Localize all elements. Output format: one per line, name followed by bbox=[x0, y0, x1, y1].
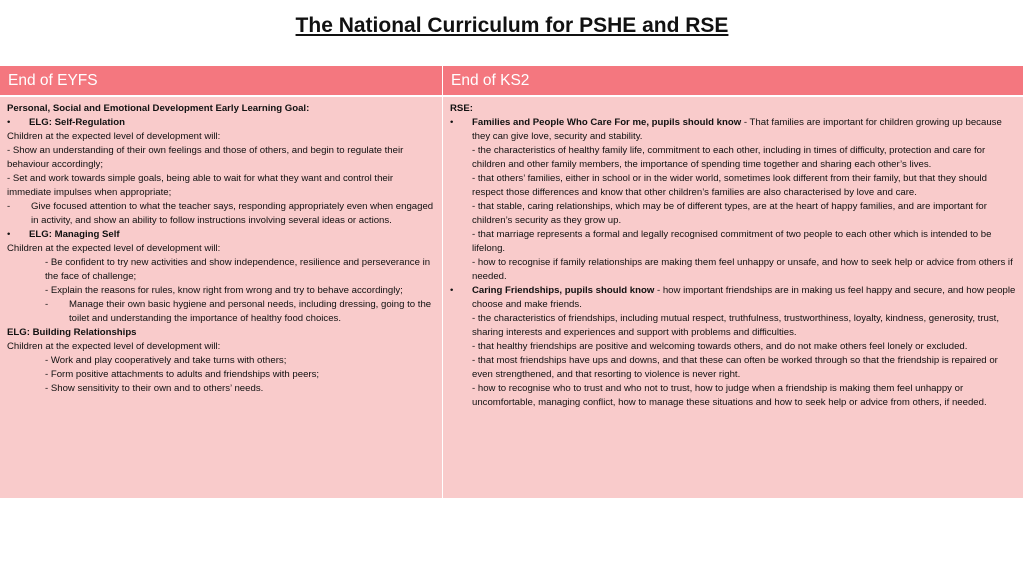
curriculum-table bbox=[0, 66, 1024, 498]
friendships-point: - that most friendships have ups and downs, and that these can often be worked through so that the friendship is repaired or even strengthened, and that resorting to violence is never right. bbox=[472, 355, 998, 380]
friendships-heading: Caring Friendships, pupils should know bbox=[472, 285, 655, 296]
building-relationships-intro: Children at the expected level of development will: bbox=[7, 341, 221, 352]
families-point: - the characteristics of healthy family life, commitment to each other, including in times of difficulty, protection and care for children and other family members, the importance of spending time together and sharing each other’s lives. bbox=[472, 145, 986, 170]
ks2-content-cell bbox=[443, 97, 1024, 498]
families-point: - that marriage represents a formal and legally recognised commitment of two people to each other which is intended to be lifelong. bbox=[472, 229, 992, 254]
managing-self-heading-row bbox=[7, 228, 436, 242]
page-title: The National Curriculum for PSHE and RSE bbox=[295, 14, 729, 37]
self-regulation-item-row bbox=[7, 200, 436, 228]
ks2-column-header: End of KS2 bbox=[443, 66, 1024, 97]
dash-marker: - bbox=[7, 201, 11, 212]
bullet-icon: • bbox=[450, 117, 454, 128]
self-regulation-item: Give focused attention to what the teacher says, responding appropriately even when engaged in activity, and show an ability to follow instructions involving several ideas or actions. bbox=[31, 201, 434, 226]
self-regulation-heading-row bbox=[7, 116, 436, 130]
self-regulation-intro: Children at the expected level of development will: bbox=[7, 131, 221, 142]
goal-heading: Personal, Social and Emotional Development Early Learning Goal: bbox=[7, 103, 310, 114]
friendships-section bbox=[450, 284, 1017, 410]
friendships-point: - that healthy friendships are positive and welcoming towards others, and do not make others feel lonely or excluded. bbox=[472, 341, 968, 352]
eyfs-content-cell bbox=[0, 97, 443, 498]
bullet-icon: • bbox=[450, 285, 454, 296]
rse-label: RSE: bbox=[450, 103, 473, 114]
managing-self-intro: Children at the expected level of development will: bbox=[7, 243, 221, 254]
families-point: - how to recognise if family relationships are making them feel unhappy or unsafe, and how to seek help or advice from others if needed. bbox=[472, 257, 1013, 282]
self-regulation-item: - Show an understanding of their own feelings and those of others, and begin to regulate their behaviour accordingly; bbox=[7, 145, 404, 170]
managing-self-item: - Be confident to try new activities and show independence, resilience and perseverance in the face of challenge; bbox=[45, 257, 431, 282]
friendships-point: - how to recognise who to trust and who not to trust, how to judge when a friendship is making them feel unhappy or uncomfortable, managing conflict, how to manage these situations and how to seek help or advice from others, if needed. bbox=[472, 383, 987, 408]
dash-marker: - bbox=[45, 299, 49, 310]
managing-self-item-row bbox=[7, 298, 436, 326]
self-regulation-heading: ELG: Self-Regulation bbox=[29, 117, 125, 128]
families-point: - that stable, caring relationships, which may be of different types, are at the heart of happy families, and are important for children’s security as they grow up. bbox=[472, 201, 987, 226]
bullet-icon: • bbox=[7, 117, 11, 128]
families-lead: - That families are important for children growing up because they can give love, security and stability. bbox=[472, 117, 1002, 142]
families-heading: Families and People Who Care For me, pupils should know bbox=[472, 117, 742, 128]
families-point: - that others’ families, either in school or in the wider world, sometimes look different from their family, but that they should respect those differences and know that other children’s families are also characterised by love and care. bbox=[472, 173, 987, 198]
bullet-icon: • bbox=[7, 229, 11, 240]
friendships-point: - the characteristics of friendships, including mutual respect, truthfulness, trustworthiness, loyalty, kindness, generosity, trust, sharing interests and experiences and support with problems and difficulties. bbox=[472, 313, 999, 338]
managing-self-item: Manage their own basic hygiene and personal needs, including dressing, going to the toilet and understanding the importance of healthy food choices. bbox=[69, 299, 432, 324]
families-section bbox=[450, 116, 1017, 284]
building-relationships-item: - Work and play cooperatively and take turns with others; bbox=[45, 355, 287, 366]
managing-self-heading: ELG: Managing Self bbox=[29, 229, 120, 240]
managing-self-item: - Explain the reasons for rules, know right from wrong and try to behave accordingly; bbox=[45, 285, 403, 296]
self-regulation-item: - Set and work towards simple goals, being able to wait for what they want and control their immediate impulses when appropriate; bbox=[7, 173, 394, 198]
building-relationships-item: - Form positive attachments to adults and friendships with peers; bbox=[45, 369, 320, 380]
eyfs-column-header: End of EYFS bbox=[0, 66, 443, 97]
friendships-lead: - how important friendships are in making us feel happy and secure, and how people choose and make friends. bbox=[472, 285, 1016, 310]
building-relationships-heading: ELG: Building Relationships bbox=[7, 327, 137, 338]
building-relationships-item: - Show sensitivity to their own and to others’ needs. bbox=[45, 383, 264, 394]
